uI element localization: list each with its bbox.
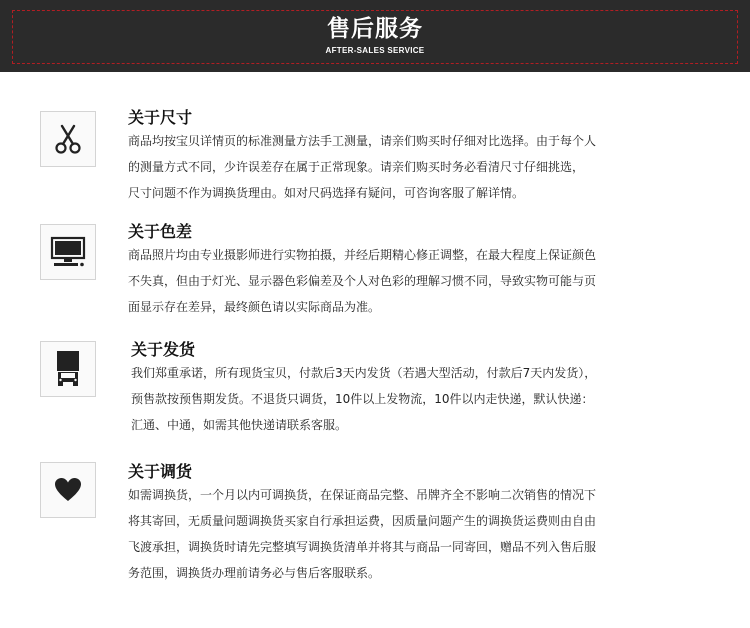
header-banner (0, 0, 750, 72)
page-subtitle: AFTER-SALES SERVICE (325, 46, 425, 55)
section-body (131, 360, 596, 438)
heart-icon (40, 462, 96, 518)
body-line: 面显示存在差异，最终颜色请以实际商品为准。 (128, 300, 381, 314)
scissors-icon (40, 111, 96, 167)
body-line: 商品均按宝贝详情页的标准测量方法手工测量，请亲们购买时仔细对比选择。由于每个人 (128, 134, 597, 148)
page-title: 售后服务 (327, 16, 423, 42)
body-line: 不失真，但由于灯光、显示器色彩偏差及个人对色彩的理解习惯不同，导致实物可能与页 (128, 274, 597, 288)
body-line: 我们郑重承诺，所有现货宝贝，付款后3天内发货（若遇大型活动，付款后7天内发货）， (131, 366, 597, 380)
section-body (128, 128, 596, 206)
body-line: 预售款按预售期发货。不退货只调货，10件以上发物流，10件以内走快递，默认快递： (131, 392, 594, 406)
section-title: 关于尺寸 (128, 108, 193, 127)
body-line: 尺寸问题不作为调换货理由。如对尺码选择有疑问，可咨询客服了解详情。 (128, 186, 525, 200)
body-line: 的测量方式不同，少许误差存在属于正常现象。请亲们购买时务必看清尺寸仔细挑选， (128, 160, 585, 174)
monitor-icon (40, 224, 96, 280)
section-title: 关于发货 (131, 340, 196, 359)
section-title: 关于色差 (128, 222, 193, 241)
section-title: 关于调货 (128, 462, 193, 481)
body-line: 飞渡承担，调换货时请先完整填写调换货清单并将其与商品一同寄回，赠品不列入售后服 (128, 540, 597, 554)
body-line: 务范围，调换货办理前请务必与售后客服联系。 (128, 566, 381, 580)
body-line: 商品照片均由专业摄影师进行实物拍摄，并经后期精心修正调整，在最大程度上保证颜色 (128, 248, 597, 262)
section-body (128, 242, 596, 320)
section-body (128, 482, 596, 586)
body-line: 如需调换货，一个月以内可调换货，在保证商品完整、吊牌齐全不影响二次销售的情况下 (128, 488, 597, 502)
truck-icon (40, 341, 96, 397)
body-line: 将其寄回，无质量问题调换货买家自行承担运费，因质量问题产生的调换货运费则由自由 (128, 514, 597, 528)
body-line: 汇通、中通，如需其他快递请联系客服。 (131, 418, 348, 432)
